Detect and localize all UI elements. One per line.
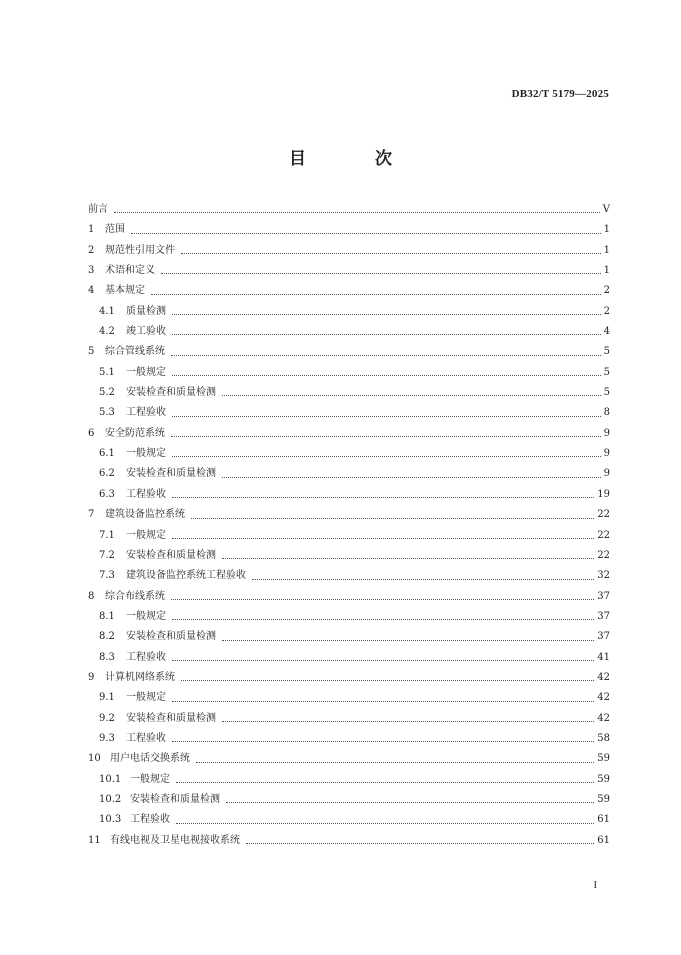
toc-entry[interactable] — [88, 485, 610, 505]
toc-entry[interactable] — [88, 729, 610, 749]
toc-entry-label: 一般规定 — [130, 773, 170, 785]
toc-entry[interactable] — [88, 648, 610, 668]
dot-leader — [181, 252, 601, 254]
toc-entry-number: 3 — [88, 265, 95, 277]
toc-entry-number: 7.2 — [99, 549, 115, 561]
toc-entry-page: 37 — [597, 590, 610, 602]
toc-entry-page: 9 — [603, 468, 610, 480]
toc-entry-number: 6.1 — [99, 448, 115, 460]
dot-leader — [172, 415, 601, 417]
toc-entry[interactable] — [88, 790, 610, 810]
toc-entry[interactable] — [88, 342, 610, 362]
toc-entry-label: 基本规定 — [105, 285, 145, 297]
toc-entry[interactable] — [88, 403, 610, 423]
toc-entry[interactable] — [88, 566, 610, 586]
toc-entry-label: 计算机网络系统 — [105, 671, 175, 683]
dot-leader — [176, 781, 594, 783]
toc-entry-number: 1 — [88, 224, 95, 236]
toc-entry-number: 10.1 — [99, 773, 122, 785]
toc-entry-page: 1 — [603, 244, 610, 256]
toc-entry-number: 5.1 — [99, 366, 115, 378]
dot-leader — [252, 578, 594, 580]
toc-entry[interactable] — [88, 627, 610, 647]
toc-entry-number: 7.3 — [99, 570, 115, 582]
toc-entry-page: 5 — [603, 387, 610, 399]
toc-entry[interactable] — [88, 607, 610, 627]
toc-entry-page: 8 — [603, 407, 610, 419]
toc-entry[interactable] — [88, 302, 610, 322]
toc-entry-page: 42 — [597, 671, 610, 683]
toc-entry[interactable] — [88, 770, 610, 790]
toc-entry[interactable] — [88, 546, 610, 566]
toc-entry-label: 安装检查和质量检测 — [126, 549, 216, 561]
toc-entry[interactable] — [88, 505, 610, 525]
dot-leader — [171, 435, 601, 437]
toc-entry-page: 42 — [597, 692, 610, 704]
toc-entry-label: 建筑设备监控系统工程验收 — [126, 570, 246, 582]
toc-entry-page: 59 — [597, 773, 610, 785]
toc-entry-number: 9.1 — [99, 692, 115, 704]
toc-entry-label: 一般规定 — [126, 529, 166, 541]
toc-entry-number: 7 — [88, 509, 95, 521]
dot-leader — [151, 293, 601, 295]
toc-entry[interactable] — [88, 810, 610, 830]
toc-entry-page: 58 — [597, 732, 610, 744]
toc-entry-label: 综合布线系统 — [105, 590, 165, 602]
dot-leader — [222, 639, 594, 641]
toc-entry-number: 5 — [88, 346, 95, 358]
toc-entry-label: 工程验收 — [126, 488, 166, 500]
toc-entry-label: 安装检查和质量检测 — [126, 468, 216, 480]
toc-entry-number: 9.2 — [99, 712, 115, 724]
toc-entry-number: 7.1 — [99, 529, 115, 541]
toc-entry-label: 安装检查和质量检测 — [126, 387, 216, 399]
toc-entry[interactable] — [88, 383, 610, 403]
toc-entry-label: 建筑设备监控系统 — [105, 509, 185, 521]
toc-entry-label: 安全防范系统 — [105, 427, 165, 439]
toc-entry-number: 2 — [88, 244, 95, 256]
toc-entry-number: 4 — [88, 285, 95, 297]
toc-entry-number: 8.2 — [99, 631, 115, 643]
toc-entry-page: 41 — [597, 651, 610, 663]
dot-leader — [171, 598, 594, 600]
toc-entry[interactable] — [88, 424, 610, 444]
toc-entry[interactable] — [88, 587, 610, 607]
toc-entry[interactable] — [88, 668, 610, 688]
toc-entry-number: 11 — [88, 834, 101, 846]
toc-entry-page: 22 — [597, 509, 610, 521]
toc-entry-number: 4.1 — [99, 305, 115, 317]
toc-entry-label: 竣工验收 — [126, 326, 166, 338]
toc-entry-label: 安装检查和质量检测 — [130, 793, 220, 805]
dot-leader — [161, 272, 601, 274]
toc-entry-label: 安装检查和质量检测 — [126, 631, 216, 643]
toc-entry-label: 工程验收 — [130, 814, 170, 826]
toc-entry-number: 9.3 — [99, 732, 115, 744]
toc-entry-number: 8.1 — [99, 610, 115, 622]
dot-leader — [181, 679, 594, 681]
toc-entry-label: 一般规定 — [126, 366, 166, 378]
dot-leader — [172, 618, 594, 620]
toc-entry-label: 规范性引用文件 — [105, 244, 175, 256]
dot-leader — [172, 659, 594, 661]
toc-entry-label: 一般规定 — [126, 448, 166, 460]
toc-entry-label: 范围 — [105, 224, 125, 236]
toc-entry[interactable] — [88, 831, 610, 851]
toc-entry-page: 42 — [597, 712, 610, 724]
toc-entry-number: 10.3 — [99, 814, 122, 826]
dot-leader — [176, 822, 594, 824]
page-number: I — [593, 880, 597, 891]
dot-leader — [131, 232, 601, 234]
dot-leader — [172, 700, 594, 702]
toc-entry[interactable] — [88, 220, 610, 240]
toc-entry-page: 2 — [603, 305, 610, 317]
toc-entry-label: 前言 — [88, 204, 108, 215]
toc-entry-page: 2 — [603, 285, 610, 297]
dot-leader — [246, 842, 594, 844]
toc-entry-page: 61 — [597, 834, 610, 846]
toc-entry-label: 有线电视及卫星电视接收系统 — [110, 834, 240, 846]
toc-entry[interactable] — [88, 444, 610, 464]
toc-entry-page: 9 — [603, 427, 610, 439]
dot-leader — [172, 455, 601, 457]
toc-entry-page: 22 — [597, 529, 610, 541]
toc-entry-number: 6.2 — [99, 468, 115, 480]
toc-entry-page: 59 — [597, 793, 610, 805]
dot-leader — [226, 801, 594, 803]
dot-leader — [172, 740, 594, 742]
toc-entry[interactable] — [88, 363, 610, 383]
dot-leader — [172, 496, 594, 498]
toc-entry-label: 综合管线系统 — [105, 346, 165, 358]
toc-entry-label: 工程验收 — [126, 732, 166, 744]
dot-leader — [222, 476, 601, 478]
toc-entry-number: 9 — [88, 671, 95, 683]
toc-entry-label: 安装检查和质量检测 — [126, 712, 216, 724]
toc-entry-label: 一般规定 — [126, 610, 166, 622]
toc-entry[interactable] — [88, 200, 610, 220]
dot-leader — [191, 517, 594, 519]
toc-entry-number: 4.2 — [99, 326, 115, 338]
toc-entry-number: 8 — [88, 590, 95, 602]
toc-entry-page: V — [602, 204, 610, 215]
standard-code: DB32/T 5179—2025 — [511, 88, 609, 100]
toc-entry-number: 5.3 — [99, 407, 115, 419]
toc-entry-number: 6.3 — [99, 488, 115, 500]
toc-entry-page: 37 — [597, 610, 610, 622]
toc-entry[interactable] — [88, 749, 610, 769]
toc-entry[interactable] — [88, 526, 610, 546]
toc-entry-page: 61 — [597, 814, 610, 826]
toc-entry-page: 5 — [603, 346, 610, 358]
dot-leader — [172, 313, 601, 315]
toc-entry-page: 9 — [603, 448, 610, 460]
toc-entry[interactable] — [88, 709, 610, 729]
toc-entry[interactable] — [88, 241, 610, 261]
dot-leader — [222, 720, 594, 722]
toc-entry-label: 质量检测 — [126, 305, 166, 317]
toc-entry-page: 37 — [597, 631, 610, 643]
toc-entry[interactable] — [88, 464, 610, 484]
dot-leader — [222, 557, 594, 559]
toc-entry-page: 22 — [597, 549, 610, 561]
dot-leader — [222, 394, 601, 396]
toc-entry-page: 19 — [597, 488, 610, 500]
dot-leader — [172, 374, 601, 376]
table-of-contents — [88, 200, 610, 851]
dot-leader — [172, 537, 594, 539]
toc-entry-label: 工程验收 — [126, 651, 166, 663]
toc-entry-label: 用户电话交换系统 — [110, 753, 190, 765]
toc-entry[interactable] — [88, 281, 610, 301]
toc-entry-label: 工程验收 — [126, 407, 166, 419]
toc-entry-page: 1 — [603, 224, 610, 236]
toc-entry-page: 32 — [597, 570, 610, 582]
dot-leader — [171, 354, 601, 356]
toc-entry-number: 8.3 — [99, 651, 115, 663]
toc-entry-page: 4 — [603, 326, 610, 338]
toc-entry-label: 术语和定义 — [105, 265, 155, 277]
dot-leader — [172, 333, 601, 335]
toc-entry-page: 5 — [603, 366, 610, 378]
toc-entry-number: 10 — [88, 753, 101, 765]
dot-leader — [196, 761, 594, 763]
toc-entry-number: 6 — [88, 427, 95, 439]
toc-entry-page: 59 — [597, 753, 610, 765]
toc-entry-number: 5.2 — [99, 387, 115, 399]
page-title: 目 次 — [289, 149, 418, 169]
toc-entry-page: 1 — [603, 265, 610, 277]
toc-entry-number: 10.2 — [99, 793, 122, 805]
toc-entry-label: 一般规定 — [126, 692, 166, 704]
toc-entry[interactable] — [88, 261, 610, 281]
toc-entry[interactable] — [88, 688, 610, 708]
toc-entry[interactable] — [88, 322, 610, 342]
dot-leader — [114, 211, 600, 213]
